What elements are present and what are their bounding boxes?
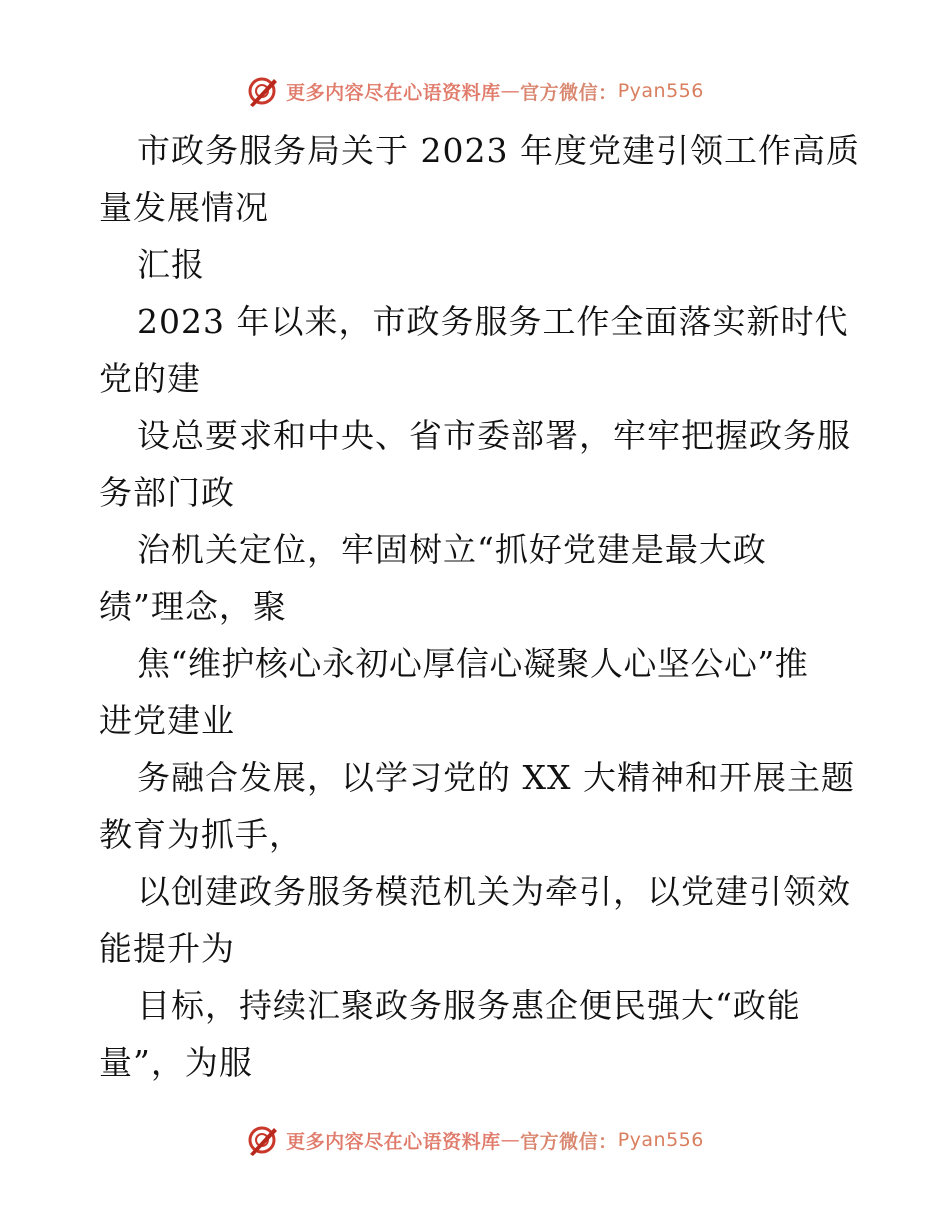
watermark-dash: —	[500, 80, 521, 102]
watermark-text: 更多内容尽在心语资料库	[286, 1130, 501, 1153]
paragraph-line: 2023 年以来，市政务服务工作全面落实新时代	[137, 302, 849, 341]
watermark-wechat-label: 官方微信：	[520, 81, 618, 104]
title-line-2: 量发展情况	[99, 188, 269, 227]
paragraph-line: 党的建	[99, 359, 201, 398]
paragraph-line: 量”，为服	[99, 1043, 253, 1082]
pen-logo-icon	[246, 1123, 280, 1157]
watermark-wechat-id: Pyan556	[617, 1129, 704, 1151]
title-line-1: 市政务服务局关于 2023 年度党建引领工作高质	[137, 131, 860, 170]
paragraph-line: 务融合发展，以学习党的 XX 大精神和开展主题	[137, 758, 855, 797]
paragraph-line: 进党建业	[99, 701, 235, 740]
watermark-text: 更多内容尽在心语资料库	[286, 81, 501, 104]
paragraph-line: 目标，持续汇聚政务服务惠企便民强大“政能	[137, 986, 801, 1025]
watermark-dash: —	[500, 1129, 521, 1151]
paragraph-line: 以创建政务服务模范机关为牵引，以党建引领效	[137, 872, 851, 911]
pen-logo-icon	[246, 74, 280, 108]
watermark-wechat-id: Pyan556	[617, 80, 704, 102]
paragraph-line: 务部门政	[99, 473, 235, 512]
paragraph-line: 焦“维护核心永初心厚信心凝聚人心坚公心”推	[137, 644, 809, 683]
footer-watermark	[0, 1120, 950, 1160]
paragraph-line: 能提升为	[99, 929, 235, 968]
header-watermark	[0, 71, 950, 111]
document-body	[99, 122, 859, 1091]
title-line-3: 汇报	[137, 245, 205, 284]
watermark-wechat-label: 官方微信：	[520, 1130, 618, 1153]
paragraph-line: 教育为抓手，	[99, 815, 303, 854]
paragraph-line: 治机关定位，牢固树立“抓好党建是最大政	[137, 530, 767, 569]
paragraph-line: 设总要求和中央、省市委部署，牢牢把握政务服	[137, 416, 851, 455]
paragraph-line: 绩”理念，聚	[99, 587, 287, 626]
